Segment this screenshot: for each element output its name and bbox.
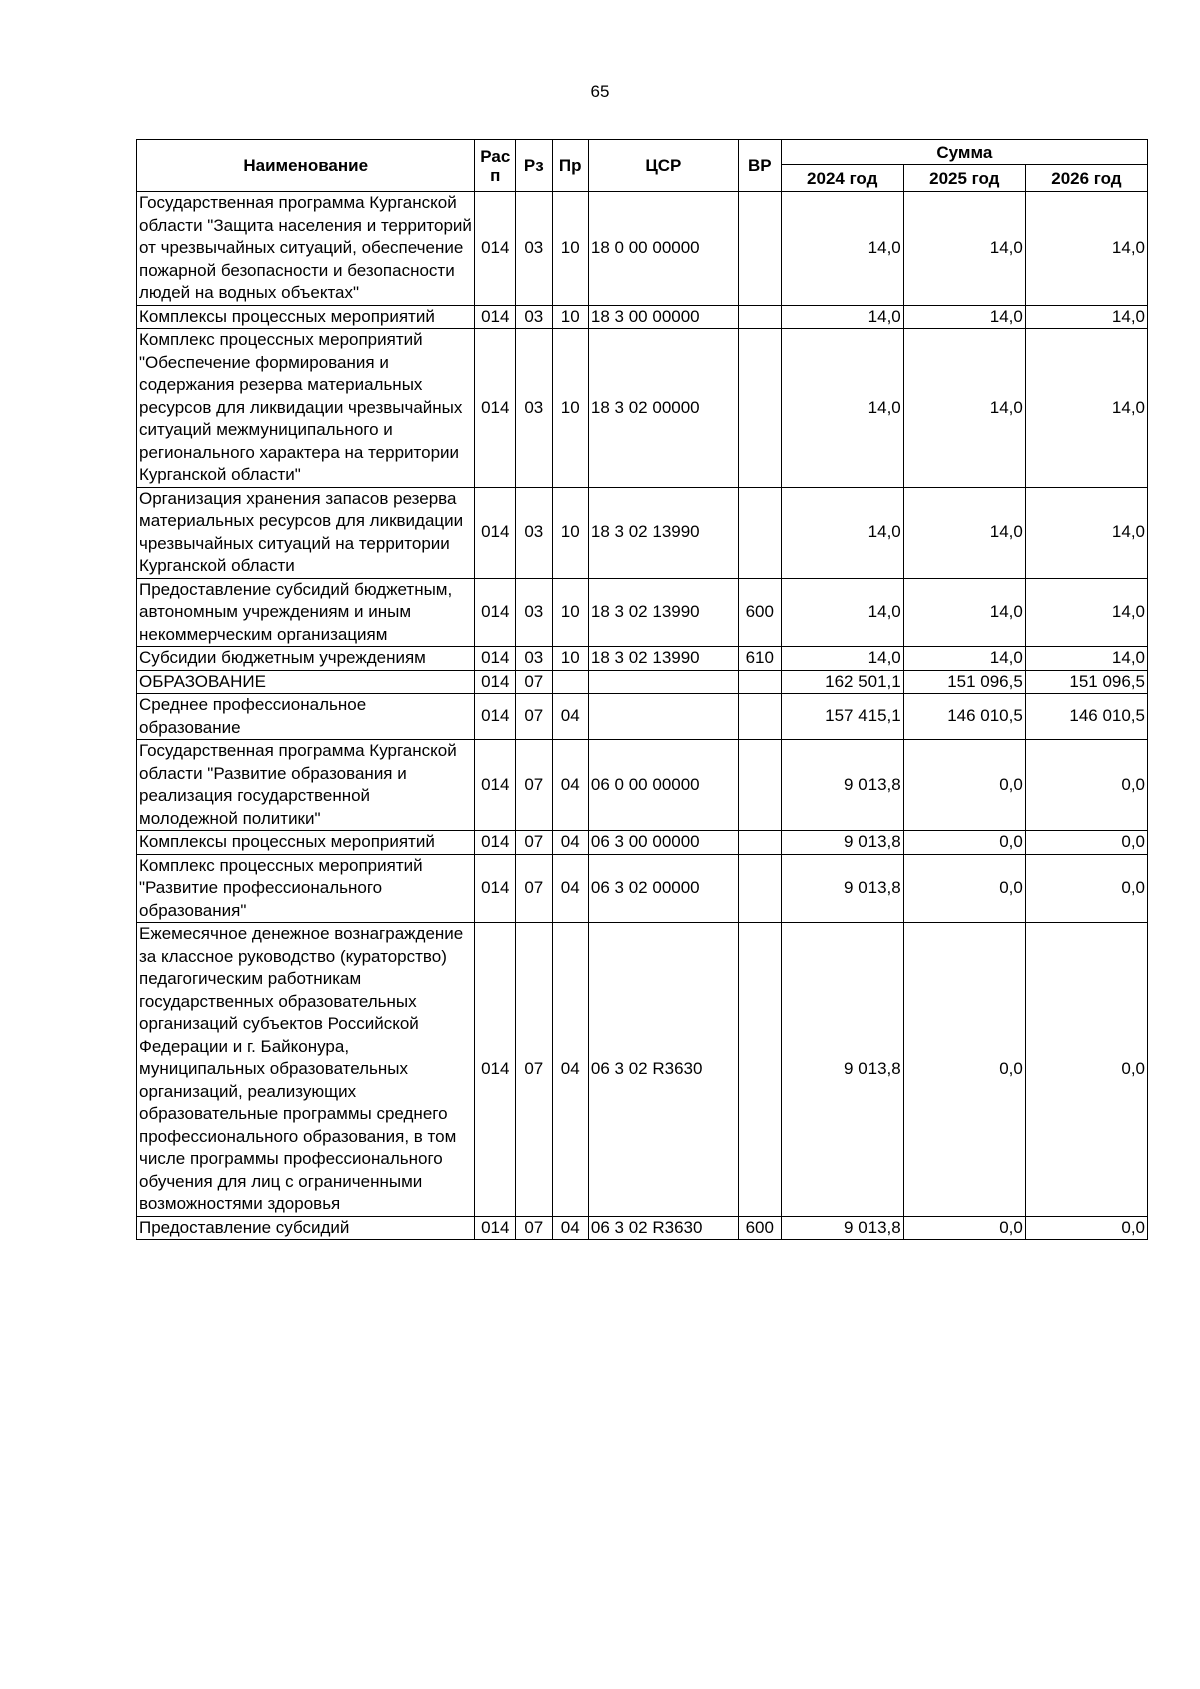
row-rz: 03 [516, 305, 552, 329]
header-rz: Рз [516, 140, 552, 192]
row-name: Предоставление субсидий [137, 1216, 475, 1240]
row-sum-2026: 151 096,5 [1025, 670, 1147, 694]
row-rasp: 014 [475, 923, 516, 1217]
table-row [137, 305, 1148, 329]
row-sum-2025: 0,0 [903, 831, 1025, 855]
row-rasp: 014 [475, 192, 516, 306]
row-csr: 18 3 02 00000 [588, 329, 738, 488]
header-csr: ЦСР [588, 140, 738, 192]
row-vr: 610 [738, 647, 781, 671]
row-sum-2024: 14,0 [781, 305, 903, 329]
row-sum-2025: 14,0 [903, 329, 1025, 488]
row-rasp: 014 [475, 487, 516, 578]
row-sum-2025: 14,0 [903, 487, 1025, 578]
row-sum-2024: 9 013,8 [781, 740, 903, 831]
row-sum-2025: 14,0 [903, 647, 1025, 671]
row-name: Комплекс процессных мероприятий "Обеспечение формирования и содержания резерва материальных ресурсов для ликвидации чрезвычайных ситуаций межмуниципального и регионального характера на территории Курганской области" [137, 329, 475, 488]
row-sum-2024: 9 013,8 [781, 1216, 903, 1240]
row-pr: 10 [552, 305, 588, 329]
table-row [137, 694, 1148, 740]
table-row [137, 831, 1148, 855]
row-name: ОБРАЗОВАНИЕ [137, 670, 475, 694]
row-rasp: 014 [475, 831, 516, 855]
row-sum-2026: 0,0 [1025, 831, 1147, 855]
row-pr: 10 [552, 647, 588, 671]
row-vr [738, 740, 781, 831]
row-csr: 06 3 00 00000 [588, 831, 738, 855]
row-name: Ежемесячное денежное вознаграждение за классное руководство (кураторство) педагогическим работникам государственных образовательных организаций субъектов Российской Федерации и г. Байконура, муниципальных образовательных организаций, реализующих образовательные программы среднего профессионального образования, в том числе программы профессионального обучения для лиц с ограниченными возможностями здоровья [137, 923, 475, 1217]
row-pr: 04 [552, 923, 588, 1217]
row-vr [738, 329, 781, 488]
row-name: Государственная программа Курганской области "Защита населения и территорий от чрезвычайных ситуаций, обеспечение пожарной безопасности и безопасности людей на водных объектах" [137, 192, 475, 306]
row-sum-2025: 146 010,5 [903, 694, 1025, 740]
row-csr [588, 670, 738, 694]
table-row [137, 923, 1148, 1217]
row-rasp: 014 [475, 740, 516, 831]
row-rasp: 014 [475, 854, 516, 923]
row-vr [738, 854, 781, 923]
row-sum-2026: 14,0 [1025, 487, 1147, 578]
row-vr [738, 305, 781, 329]
row-sum-2024: 14,0 [781, 192, 903, 306]
row-rz: 07 [516, 831, 552, 855]
row-sum-2024: 14,0 [781, 578, 903, 647]
header-sum: Сумма [781, 140, 1147, 165]
header-year-2024: 2024 год [781, 165, 903, 192]
header-year-2025: 2025 год [903, 165, 1025, 192]
row-sum-2026: 146 010,5 [1025, 694, 1147, 740]
row-vr [738, 831, 781, 855]
row-sum-2024: 162 501,1 [781, 670, 903, 694]
row-csr: 06 3 02 R3630 [588, 923, 738, 1217]
row-rz: 07 [516, 854, 552, 923]
row-rz: 03 [516, 647, 552, 671]
header-pr: Пр [552, 140, 588, 192]
row-rz: 03 [516, 329, 552, 488]
row-csr [588, 694, 738, 740]
row-pr: 04 [552, 740, 588, 831]
row-pr: 10 [552, 578, 588, 647]
row-sum-2025: 14,0 [903, 192, 1025, 306]
table-row [137, 329, 1148, 488]
row-rasp: 014 [475, 329, 516, 488]
row-vr [738, 670, 781, 694]
table-body [137, 192, 1148, 1240]
row-rz: 07 [516, 694, 552, 740]
row-name: Комплексы процессных мероприятий [137, 831, 475, 855]
row-rz: 03 [516, 192, 552, 306]
row-csr: 18 0 00 00000 [588, 192, 738, 306]
row-rz: 07 [516, 1216, 552, 1240]
row-rasp: 014 [475, 578, 516, 647]
row-sum-2026: 14,0 [1025, 305, 1147, 329]
row-rz: 03 [516, 578, 552, 647]
row-sum-2026: 14,0 [1025, 192, 1147, 306]
table-row [137, 1216, 1148, 1240]
row-rasp: 014 [475, 670, 516, 694]
row-sum-2026: 14,0 [1025, 647, 1147, 671]
row-name: Комплексы процессных мероприятий [137, 305, 475, 329]
row-sum-2025: 0,0 [903, 854, 1025, 923]
row-rz: 07 [516, 923, 552, 1217]
row-rasp: 014 [475, 1216, 516, 1240]
row-pr: 04 [552, 1216, 588, 1240]
row-sum-2026: 14,0 [1025, 578, 1147, 647]
header-rasp: Рас п [475, 140, 516, 192]
header-vr: ВР [738, 140, 781, 192]
row-rasp: 014 [475, 305, 516, 329]
row-name: Субсидии бюджетным учреждениям [137, 647, 475, 671]
row-csr: 06 3 02 00000 [588, 854, 738, 923]
row-sum-2024: 14,0 [781, 487, 903, 578]
table-row [137, 487, 1148, 578]
row-sum-2025: 14,0 [903, 305, 1025, 329]
row-pr [552, 670, 588, 694]
row-csr: 18 3 02 13990 [588, 487, 738, 578]
row-rz: 07 [516, 670, 552, 694]
table-row [137, 740, 1148, 831]
row-vr: 600 [738, 578, 781, 647]
table-row [137, 854, 1148, 923]
row-vr: 600 [738, 1216, 781, 1240]
table-row [137, 192, 1148, 306]
row-rasp: 014 [475, 647, 516, 671]
row-vr [738, 923, 781, 1217]
row-sum-2024: 14,0 [781, 647, 903, 671]
row-csr: 18 3 00 00000 [588, 305, 738, 329]
row-pr: 04 [552, 831, 588, 855]
row-csr: 18 3 02 13990 [588, 578, 738, 647]
row-rasp: 014 [475, 694, 516, 740]
row-pr: 10 [552, 487, 588, 578]
row-name: Среднее профессиональное образование [137, 694, 475, 740]
row-sum-2024: 9 013,8 [781, 854, 903, 923]
row-pr: 10 [552, 192, 588, 306]
row-name: Государственная программа Курганской области "Развитие образования и реализация государственной молодежной политики" [137, 740, 475, 831]
row-name: Предоставление субсидий бюджетным, автономным учреждениям и иным некоммерческим организациям [137, 578, 475, 647]
row-vr [738, 192, 781, 306]
budget-table [136, 139, 1148, 1240]
row-sum-2025: 0,0 [903, 923, 1025, 1217]
row-sum-2025: 0,0 [903, 1216, 1025, 1240]
row-sum-2024: 9 013,8 [781, 923, 903, 1217]
row-csr: 06 0 00 00000 [588, 740, 738, 831]
row-name: Комплекс процессных мероприятий "Развитие профессионального образования" [137, 854, 475, 923]
row-sum-2026: 0,0 [1025, 923, 1147, 1217]
row-name: Организация хранения запасов резерва материальных ресурсов для ликвидации чрезвычайных ситуаций на территории Курганской области [137, 487, 475, 578]
row-csr: 18 3 02 13990 [588, 647, 738, 671]
row-rz: 03 [516, 487, 552, 578]
table-row [137, 670, 1148, 694]
row-sum-2025: 0,0 [903, 740, 1025, 831]
row-sum-2026: 0,0 [1025, 740, 1147, 831]
row-vr [738, 487, 781, 578]
row-sum-2026: 0,0 [1025, 854, 1147, 923]
row-pr: 10 [552, 329, 588, 488]
table-row [137, 647, 1148, 671]
header-name: Наименование [137, 140, 475, 192]
row-rz: 07 [516, 740, 552, 831]
page-number: 65 [590, 82, 610, 101]
row-sum-2026: 14,0 [1025, 329, 1147, 488]
row-sum-2025: 151 096,5 [903, 670, 1025, 694]
row-pr: 04 [552, 694, 588, 740]
row-sum-2025: 14,0 [903, 578, 1025, 647]
table-row [137, 578, 1148, 647]
row-vr [738, 694, 781, 740]
row-pr: 04 [552, 854, 588, 923]
row-sum-2026: 0,0 [1025, 1216, 1147, 1240]
row-sum-2024: 14,0 [781, 329, 903, 488]
row-sum-2024: 9 013,8 [781, 831, 903, 855]
header-year-2026: 2026 год [1025, 165, 1147, 192]
row-csr: 06 3 02 R3630 [588, 1216, 738, 1240]
row-sum-2024: 157 415,1 [781, 694, 903, 740]
